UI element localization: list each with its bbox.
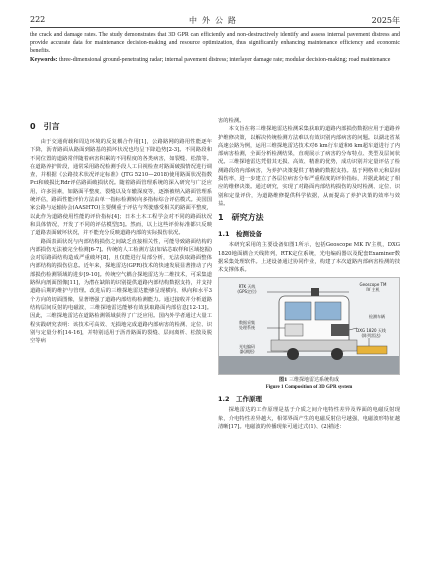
rtk-antenna-label: RTK 天线 (GPS定位) — [237, 284, 257, 295]
vehicle-label: 检测车辆 — [369, 314, 385, 320]
host-label: Geoscope TM IV 主机 — [359, 282, 387, 293]
abstract-text: the crack and damage rates. The study demonstrates that 3D GPR can efficiently and non-destructively identify and assess internal pavement distress and provide accurate data for maintenance decision-making and resource optimization, thus significantly enhancing maintenance efficiency and economic benefits. — [30, 32, 400, 55]
principle-paragraph: 探地雷达的工作原理是基于介质之间介电特性差异及界面的电磁反射现象，介电特性差异越大，相邻界面产生的电磁反射信号越强，电磁波形特征越清晰[17]。电磁波的传播现象可通过式(1)、(2)描述： — [218, 407, 400, 431]
header-divider — [30, 27, 400, 28]
figure-caption-en-text: Composition of 3D GPR system — [284, 385, 353, 391]
intro-paragraph-3: 本文旨在将三维探地雷达检测采集获取的道路内部损伤数据应用于道路养护维修决策，以解决传统检测方法难以有效识别内部病害的问题。以湖北省某高速公路为例，运用三维探地雷达技术对6 km行车道和6 km超车道进行了内部病害检测，全面分析检测结果，直观展示了病害的分布特点、类型及层间状况。三维探地雷达凭借其无损、高效、精准的优势，成功识别并定量评估了检测路段的内部病害，为养护决策提供了精确的数据支持。基于网格单元和层间损伤率，进一步建立了各层位病害分布严重程度的评价指标，并据此制定了相应的维修决策。通过研究，实现了对路面内部结构损伤的及时检测、定位、识别和定量评价，为道路维修提供科学依据，从而提高了养护决策的效率与效益。 — [218, 126, 400, 207]
figure-caption-cn-label: 图1 — [278, 377, 288, 384]
figure-caption-cn-text: 三维探地雷达系统构成 — [289, 377, 340, 384]
intro-paragraph-1: 由于交通荷载和周边环境的反复耦合作用[1]，公路路网的路用性能逐年下降，沥青路面从路面到路基的损坏状况也均呈下降趋势[2-3]。不同路段和不同位置的道路常伴随着病害积累的不同程度的各类病害，如裂缝、松散等。在道路养护阶段，通常采用路况检测手段人工目视检查对路面破损情况进行调查，并根据《公路技术状况评定标准》(JTG 5210—2018)使用路面状况指数Pci和破损比Rdr评估路面破损状况。随着路面管理系统的深入研究与广泛应用，许多因素，如路面平整度、裂缝以及车辙深度等，逐渐被纳入路面管理系统评估，路面性能评价方法由单一指标检测转向多指标综合评估模式。美国国家公路与运输协会(AASHTO)主要侧重于评估与驾驶感受相关的路面平整度，以此作为道路使用性能的评价指标[4]；日本土木工程学会对不同的路面状况和具体情况，开发了不同的评估模型[5]。然而，以上这些评价标准都只反映了道路表面破坏状况，并不能充分反映道路内部的实际损伤状况。 — [30, 139, 212, 237]
keywords-text: three-dimensional ground-penetrating radar; internal pavement distress; interlayer damage rate; modular decision-making; road maintenance — [58, 56, 391, 63]
intro-continuation: 害的检测。 — [218, 118, 245, 124]
keywords-line — [30, 56, 400, 64]
gpr-system-figure — [218, 277, 400, 375]
section-intro-title: 0 引言 — [30, 122, 60, 131]
equipment-paragraph: 本研究采用的主要设备如图1所示，包括Geoscope MK IV主机，DXG 1820地面耦合天线阵列，RTK定位系统，光电编码器以及配套Examiner数据采集处理软件。上述设备通过协同作业，构建了本次道路内部病害检测的技术支撑体系。 — [218, 242, 400, 274]
abstract-tail — [30, 31, 400, 64]
figure-caption-cn — [218, 377, 400, 384]
laptop-label: 数据采集 处理系统 — [239, 320, 255, 331]
intro-paragraph-2: 路面表面状况与内部结构损伤之间缺乏直接相关性，可能导致路面结构的内部损伤无法被完全检测[6-7]。传统的人工检测方法(如钻芯取样和区域挖掘)会对原路面结构造成严重破坏[8]，且仅能进行局部分析，无法获取路面整体内部结构的损伤信息。近年来，探地雷达(GPR)技术的快速发展显著推动了内部损伤检测领域的进步[9-10]。传统空气耦合探地雷达为二维技术，可采集道路纵向剖面图像[11]，为潜在缺陷的识别提供道路内部结构数据支持，并支持道路后期的维护与管理。改进后的三维探地雷达能够呈现横向、纵向和水平3个方向的切面图像，显著增强了道路内部结构检测能力。通过接收并分析道路结构层间反射的电磁波，三维探地雷达能够有效获取路面内部信息[12-13]。因此，三维探地雷达在道路检测领域获得了广泛应用。国内外学者通过大量工程实践研究表明：该技术可高效、无损地完成道路内部病害的检测、定位、识别与定量分析[14-16]，并特别适用于沥青路面的裂缝、层间离析、松散及脱空等病 — [30, 238, 212, 345]
journal-name: 中外公路 — [189, 16, 241, 25]
subsection-equipment-title: 1.1 检测设备 — [218, 230, 263, 239]
encoder-label: 光电编码 器(测距) — [239, 344, 255, 355]
section-methods-title: 1 研究方法 — [218, 213, 264, 223]
antenna-label: DXG 1820 天线 (阵列雷达) — [356, 328, 386, 339]
right-column — [218, 117, 400, 431]
figure-caption-en — [218, 384, 400, 391]
page-number: 222 — [30, 15, 46, 24]
figure-caption-en-label: Figure 1 — [265, 385, 284, 391]
issue-year: 2025年 — [371, 16, 400, 25]
keywords-label: Keywords: — [30, 56, 58, 63]
subsection-principle-title: 1.2 工作原理 — [218, 395, 263, 404]
left-column — [30, 117, 212, 345]
page-header — [30, 15, 400, 27]
